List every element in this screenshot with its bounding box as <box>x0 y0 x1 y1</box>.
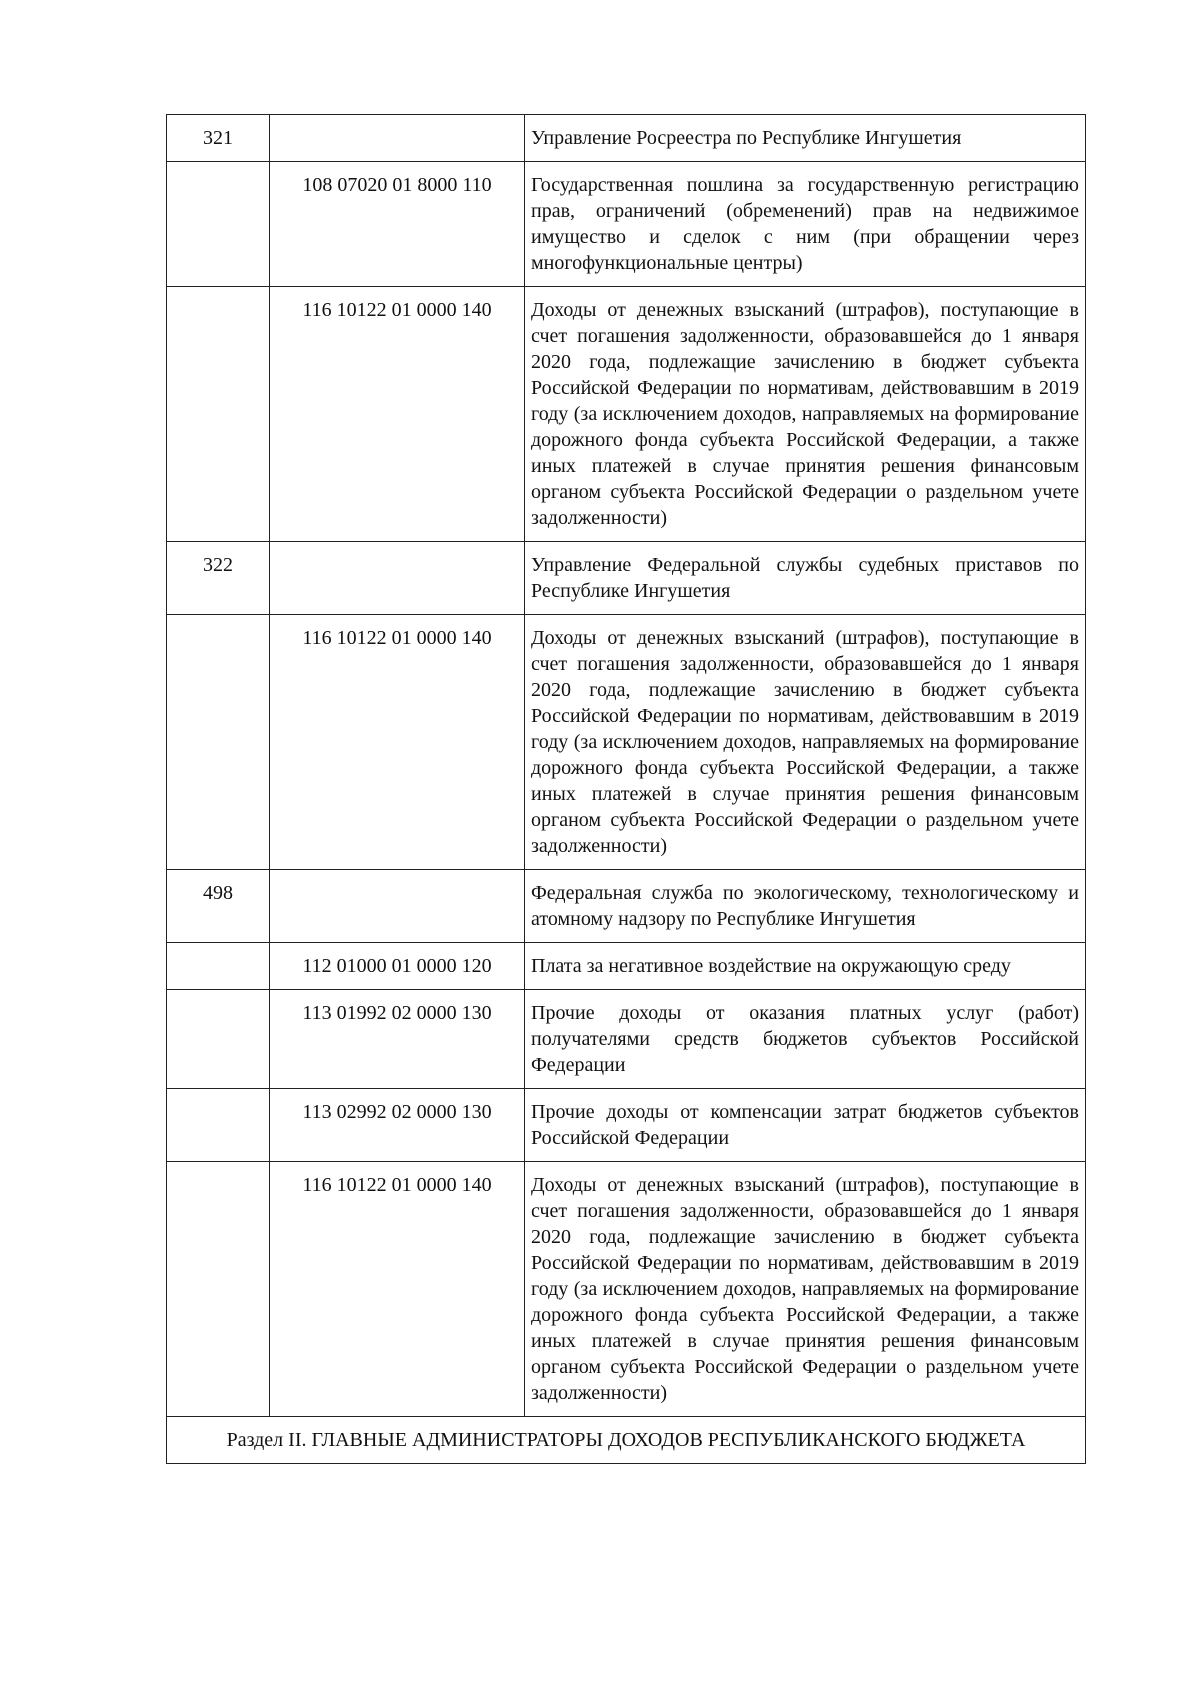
admin-code-cell <box>167 1162 270 1417</box>
admin-code-cell <box>167 1089 270 1162</box>
revenue-code-cell <box>270 115 525 162</box>
revenue-name-cell: Федеральная служба по экологическому, технологическому и атомному надзору по Республике Ингушетия <box>525 870 1086 943</box>
table-row <box>167 990 1086 1089</box>
revenue-name-cell: Доходы от денежных взысканий (штрафов), поступающие в счет погашения задолженности, образовавшейся до 1 января 2020 года, подлежащие зачислению в бюджет субъекта Российской Федерации по нормативам, действовавшим в 2019 году (за исключением доходов, направляемых на формирование дорожного фонда субъекта Российской Федерации, а также иных платежей в случае принятия решения финансовым органом субъекта Российской Федерации о раздельном учете задолженности) <box>525 1162 1086 1417</box>
revenue-code-cell: 113 02992 02 0000 130 <box>270 1089 525 1162</box>
revenue-name-cell: Государственная пошлина за государственную регистрацию прав, ограничений (обременений) прав на недвижимое имущество и сделок с ним (при обращении через многофункциональные центры) <box>525 162 1086 287</box>
admin-code-cell: 322 <box>167 542 270 615</box>
table-row <box>167 162 1086 287</box>
revenue-code-cell: 108 07020 01 8000 110 <box>270 162 525 287</box>
revenue-name-cell: Доходы от денежных взысканий (штрафов), поступающие в счет погашения задолженности, образовавшейся до 1 января 2020 года, подлежащие зачислению в бюджет субъекта Российской Федерации по нормативам, действовавшим в 2019 году (за исключением доходов, направляемых на формирование дорожного фонда субъекта Российской Федерации, а также иных платежей в случае принятия решения финансовым органом субъекта Российской Федерации о раздельном учете задолженности) <box>525 615 1086 870</box>
admin-code-cell <box>167 287 270 542</box>
admin-code-cell: 321 <box>167 115 270 162</box>
revenue-name-cell: Плата за негативное воздействие на окружающую среду <box>525 943 1086 990</box>
revenue-administrators-table <box>166 114 1086 1464</box>
revenue-code-cell: 113 01992 02 0000 130 <box>270 990 525 1089</box>
revenue-name-cell: Доходы от денежных взысканий (штрафов), поступающие в счет погашения задолженности, образовавшейся до 1 января 2020 года, подлежащие зачислению в бюджет субъекта Российской Федерации по нормативам, действовавшим в 2019 году (за исключением доходов, направляемых на формирование дорожного фонда субъекта Российской Федерации, а также иных платежей в случае принятия решения финансовым органом субъекта Российской Федерации о раздельном учете задолженности) <box>525 287 1086 542</box>
table-row <box>167 943 1086 990</box>
revenue-code-cell: 116 10122 01 0000 140 <box>270 1162 525 1417</box>
section-heading-row <box>167 1417 1086 1464</box>
table-row <box>167 1162 1086 1417</box>
table-row <box>167 1089 1086 1162</box>
table-row <box>167 615 1086 870</box>
table-row <box>167 287 1086 542</box>
section-heading: Раздел II. ГЛАВНЫЕ АДМИНИСТРАТОРЫ ДОХОДОВ РЕСПУБЛИКАНСКОГО БЮДЖЕТА <box>167 1417 1086 1464</box>
revenue-code-cell <box>270 542 525 615</box>
revenue-name-cell: Прочие доходы от компенсации затрат бюджетов субъектов Российской Федерации <box>525 1089 1086 1162</box>
admin-code-cell <box>167 615 270 870</box>
admin-code-cell <box>167 943 270 990</box>
revenue-code-cell: 116 10122 01 0000 140 <box>270 615 525 870</box>
revenue-name-cell: Управление Росреестра по Республике Ингушетия <box>525 115 1086 162</box>
revenue-name-cell: Управление Федеральной службы судебных приставов по Республике Ингушетия <box>525 542 1086 615</box>
revenue-code-cell <box>270 870 525 943</box>
revenue-name-cell: Прочие доходы от оказания платных услуг (работ) получателями средств бюджетов субъектов Российской Федерации <box>525 990 1086 1089</box>
table-row <box>167 115 1086 162</box>
admin-code-cell: 498 <box>167 870 270 943</box>
revenue-code-cell: 116 10122 01 0000 140 <box>270 287 525 542</box>
table-row <box>167 542 1086 615</box>
admin-code-cell <box>167 162 270 287</box>
revenue-code-cell: 112 01000 01 0000 120 <box>270 943 525 990</box>
table-row <box>167 870 1086 943</box>
admin-code-cell <box>167 990 270 1089</box>
